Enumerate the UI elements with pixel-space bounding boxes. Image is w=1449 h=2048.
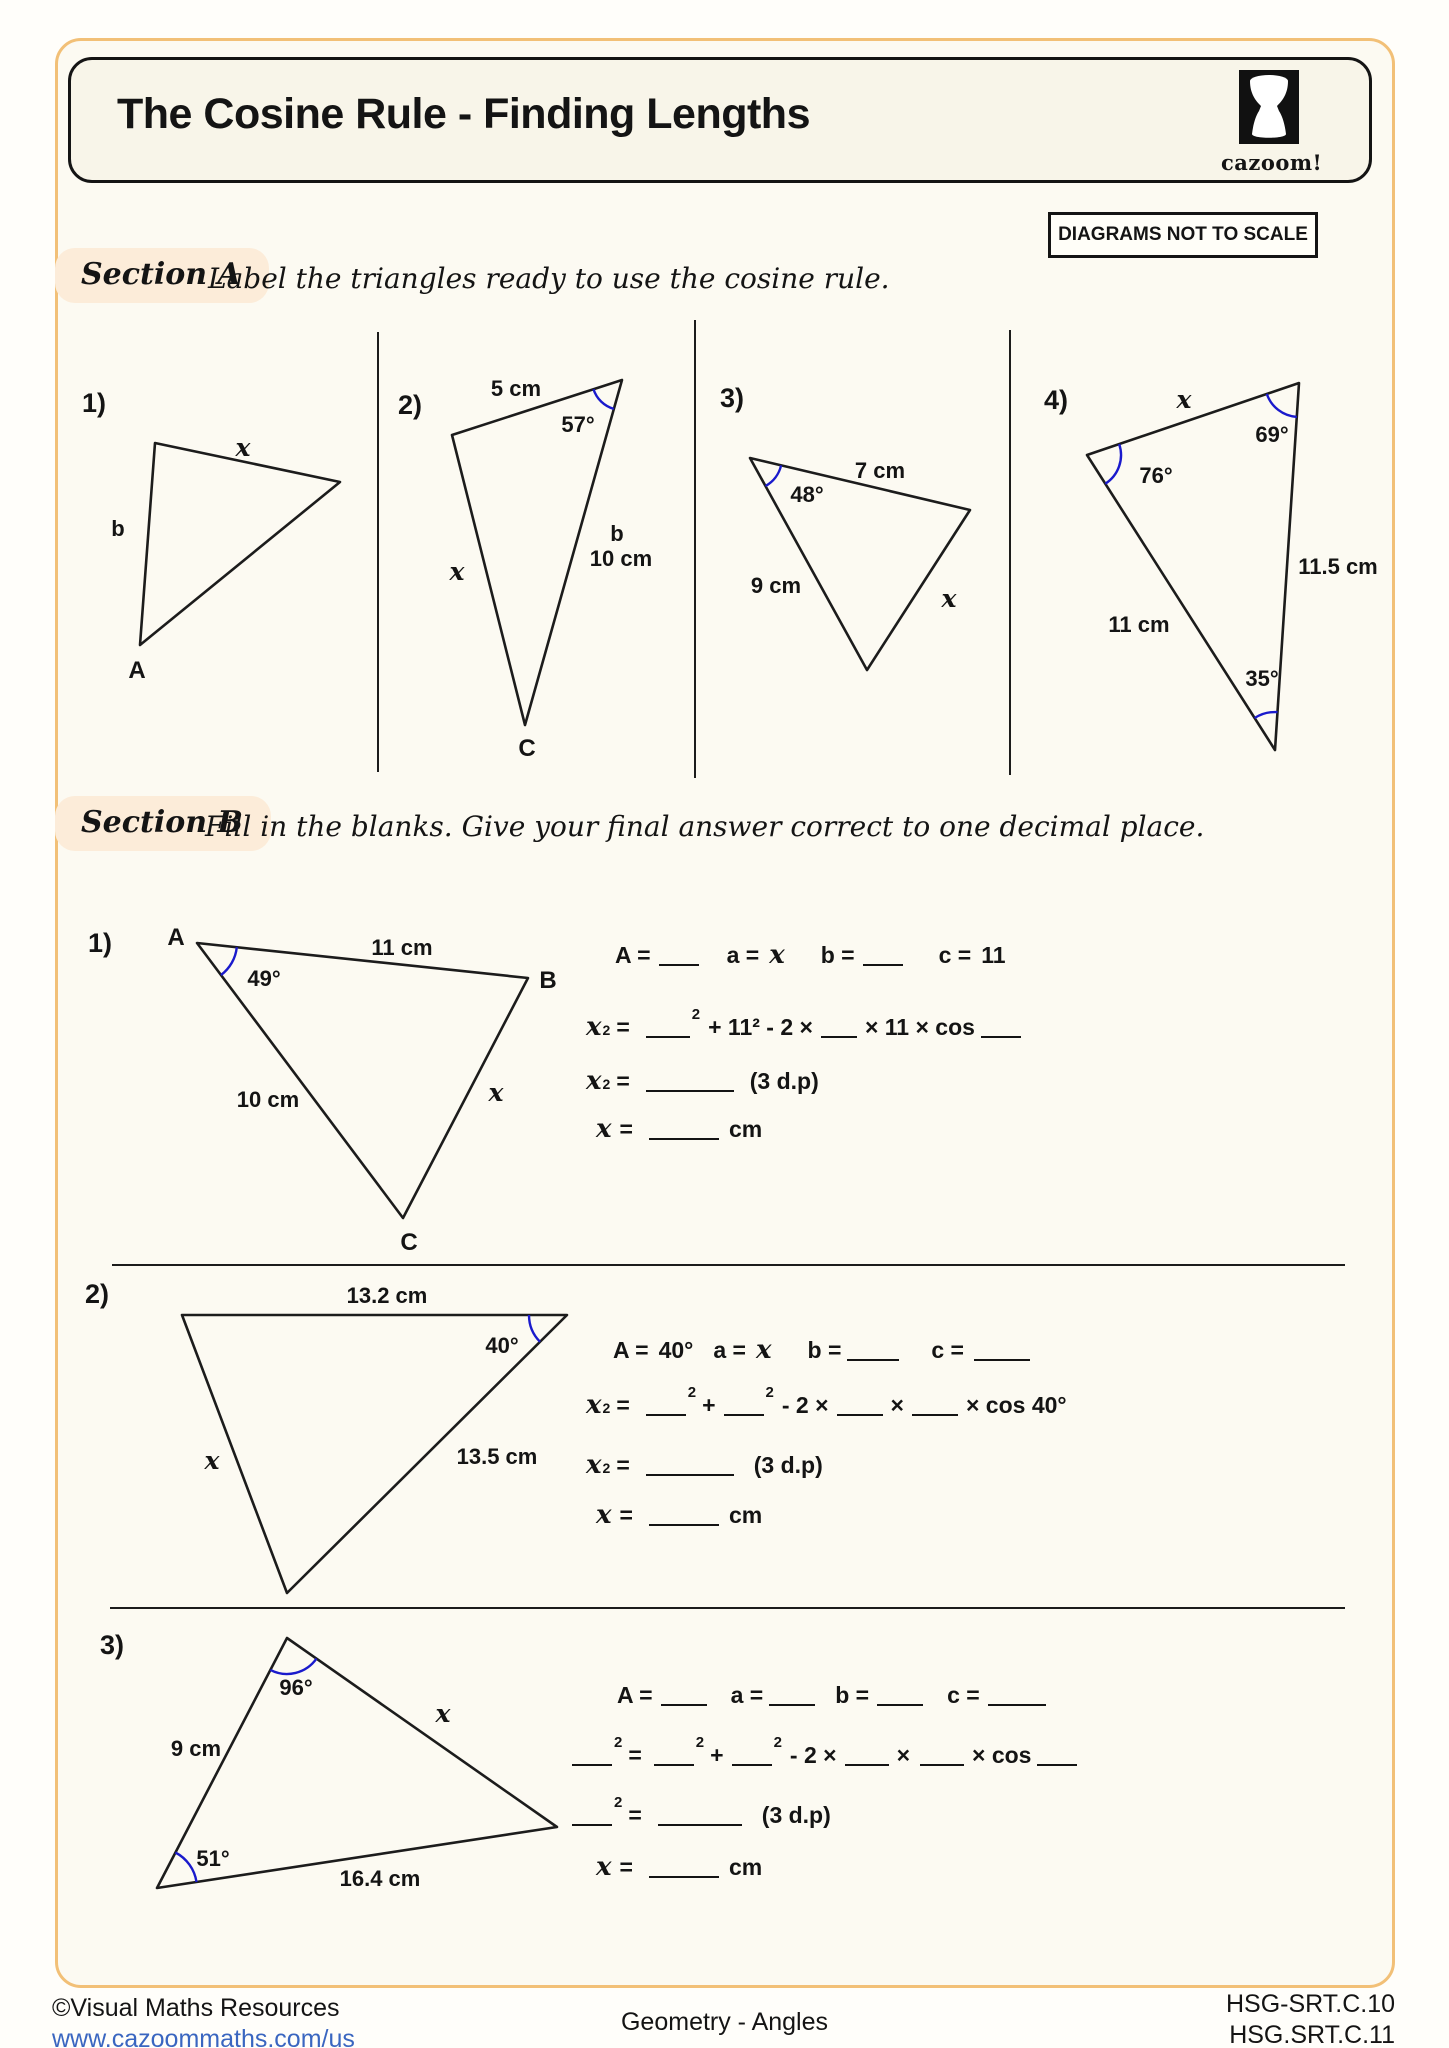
value-a: x <box>769 940 785 970</box>
minus-2x: - 2 × <box>781 1392 829 1418</box>
standard-code-2: HSG.SRT.C.11 <box>1229 2021 1395 2048</box>
side-label-10cm: 10 cm <box>589 546 653 571</box>
side-label-13-5cm: 13.5 cm <box>456 1444 538 1469</box>
side-label-9cm: 9 cm <box>170 1736 222 1761</box>
website-link[interactable]: www.cazoommaths.com/us <box>52 2025 355 2048</box>
answer-blank <box>1037 1746 1077 1766</box>
section-a-label: Section A <box>55 248 269 303</box>
angle-label-96: 96° <box>279 1675 313 1700</box>
formula-tail: × 11 × cos <box>864 1014 975 1040</box>
copyright-text: ©Visual Maths Resources <box>52 1994 340 2022</box>
p3-answer-row <box>596 1852 762 1882</box>
unit: cm <box>728 1854 763 1880</box>
answer-blank <box>646 1456 734 1476</box>
answer-blank <box>661 1686 707 1706</box>
side-label-b: b <box>111 516 125 541</box>
vertex-label-A: A <box>128 657 146 684</box>
value-A: 40° <box>658 1337 694 1363</box>
side-label-5cm: 5 cm <box>490 376 542 401</box>
answer-blank <box>920 1746 964 1766</box>
angle-label-76: 76° <box>1139 463 1173 488</box>
side-label-x: x <box>449 557 465 586</box>
equals: = <box>616 1014 630 1040</box>
side-label-10cm: 10 cm <box>236 1087 300 1112</box>
drum-icon <box>1239 70 1299 144</box>
answer-blank <box>988 1686 1046 1706</box>
answer-blank <box>646 1018 690 1038</box>
worksheet-header <box>68 57 1372 183</box>
label-a: a = <box>730 1682 764 1708</box>
brand-name: cazoom! <box>1221 150 1323 175</box>
label-A: A = <box>613 1337 649 1363</box>
angle-label-35: 35° <box>1245 666 1279 691</box>
value-c: 11 <box>981 942 1006 968</box>
label-b: b = <box>820 942 855 968</box>
side-label-9cm: 9 cm <box>750 573 802 598</box>
side-label-x: x <box>435 1699 451 1728</box>
p2-answer-row <box>596 1500 762 1530</box>
item-number: 2) <box>85 1279 110 1309</box>
answer-blank <box>658 1806 742 1826</box>
side-label-x: x <box>204 1446 220 1475</box>
dp-note: (3 d.p) <box>749 1068 819 1094</box>
p3-cosine-formula-row: $^2$ = $^2$ + $^2$ - 2 × × × cos <box>572 1742 1077 1769</box>
answer-blank <box>821 1018 857 1038</box>
x-term: x <box>586 1066 602 1096</box>
item-number: 3) <box>720 383 745 413</box>
answer-blank <box>863 946 903 966</box>
label-a: a = <box>713 1337 746 1363</box>
section-b-label: Section B <box>55 796 271 851</box>
section-a-instruction: Label the triangles ready to use the cosine rule. <box>208 262 890 295</box>
answer-blank <box>724 1396 764 1416</box>
topic-label: Geometry - Angles <box>620 2008 829 2036</box>
p3-x-squared-row: $^2$ = (3 d.p) <box>572 1802 831 1829</box>
x-term: x <box>586 1450 602 1480</box>
vertex-label-A: A <box>167 924 185 951</box>
label-c: c = <box>931 1337 964 1363</box>
angle-label-69: 69° <box>1255 422 1289 447</box>
unit: cm <box>728 1502 763 1528</box>
unit: cm <box>728 1116 763 1142</box>
answer-blank <box>845 1746 889 1766</box>
dp-note: (3 d.p) <box>753 1452 823 1478</box>
angle-label-48: 48° <box>790 482 824 507</box>
equals: = <box>616 1452 630 1478</box>
answer-blank <box>877 1686 923 1706</box>
label-c: c = <box>947 1682 980 1708</box>
answer-blank <box>646 1396 686 1416</box>
value-a: x <box>755 1335 772 1365</box>
label-b: b = <box>807 1337 842 1363</box>
x-term: x <box>596 1114 612 1144</box>
item-number: 4) <box>1044 385 1069 415</box>
item-number: 1) <box>88 928 113 958</box>
p1-x-squared-row: x 2 = (3 d.p) <box>586 1066 819 1096</box>
answer-blank <box>646 1072 734 1092</box>
plus: + <box>702 1392 716 1418</box>
side-label-11-5cm: 11.5 cm <box>1298 554 1378 579</box>
answer-blank <box>649 1858 719 1878</box>
formula-mid: + 11² - 2 × <box>708 1014 813 1040</box>
answer-blank <box>659 946 699 966</box>
equals: = <box>616 1068 630 1094</box>
side-label-16-4cm: 16.4 cm <box>339 1866 421 1891</box>
answer-blank <box>732 1746 772 1766</box>
label-c: c = <box>938 942 972 968</box>
vertex-label-C: C <box>518 735 536 762</box>
minus-2x: - 2 × <box>789 1742 837 1768</box>
equals: = <box>628 1742 642 1768</box>
p2-variables-row <box>613 1335 1030 1365</box>
answer-blank <box>847 1341 899 1361</box>
cos: × cos <box>972 1742 1032 1768</box>
page-title: The Cosine Rule - Finding Lengths <box>117 90 810 138</box>
p2-cosine-formula-row: x 2 = $^2$ + $^2$ - 2 × × × cos 40° <box>586 1384 1067 1420</box>
side-label-x: x <box>941 584 957 613</box>
answer-blank <box>572 1746 612 1766</box>
side-label-x: x <box>488 1078 504 1107</box>
p3-variables-row <box>617 1682 1046 1709</box>
answer-blank <box>837 1396 883 1416</box>
cos-tail: × cos 40° <box>965 1392 1067 1418</box>
x-term: x <box>586 1012 602 1042</box>
standard-code-1: HSG-SRT.C.10 <box>1225 1990 1395 2018</box>
answer-blank <box>649 1506 719 1526</box>
cazoom-logo <box>1221 70 1323 175</box>
label-A: A = <box>617 1682 653 1708</box>
p1-variables-row <box>615 940 1006 970</box>
answer-blank <box>769 1686 815 1706</box>
plus: + <box>710 1742 724 1768</box>
answer-blank <box>912 1396 958 1416</box>
equals: = <box>628 1802 642 1828</box>
answer-blank <box>649 1120 719 1140</box>
equals: = <box>616 1392 630 1418</box>
side-label-11cm: 11 cm <box>1108 612 1170 637</box>
x-term: x <box>596 1852 612 1882</box>
scale-note-box: DIAGRAMS NOT TO SCALE <box>1048 212 1318 258</box>
x-term: x <box>586 1390 602 1420</box>
angle-label-40: 40° <box>485 1333 519 1358</box>
p1-cosine-formula-row: x 2 = $^2$ + 11² - 2 × × 11 × cos <box>586 1012 1021 1042</box>
p2-x-squared-row: x 2 = (3 d.p) <box>586 1450 823 1480</box>
x-term: x <box>596 1500 612 1530</box>
item-number: 1) <box>82 388 107 418</box>
item-number: 2) <box>398 390 423 420</box>
section-b-instruction: Fill in the blanks. Give your final answer correct to one decimal place. <box>205 810 1205 843</box>
side-label-7cm: 7 cm <box>854 458 906 483</box>
side-label-b: b <box>610 521 624 546</box>
equals: = <box>619 1502 633 1528</box>
answer-blank <box>654 1746 694 1766</box>
times: × <box>890 1392 904 1418</box>
side-label-x: x <box>1176 385 1192 414</box>
angle-label-57: 57° <box>561 412 595 437</box>
times: × <box>896 1742 911 1768</box>
answer-blank <box>572 1806 612 1826</box>
answer-blank <box>974 1341 1030 1361</box>
label-A: A = <box>615 942 651 968</box>
angle-label-49: 49° <box>247 966 281 991</box>
equals: = <box>619 1854 633 1880</box>
side-label-11cm: 11 cm <box>371 935 433 960</box>
p1-answer-row <box>596 1114 762 1144</box>
item-number: 3) <box>100 1630 125 1660</box>
answer-blank <box>981 1018 1021 1038</box>
side-label-x: x <box>235 433 251 462</box>
equals: = <box>619 1116 633 1142</box>
label-a: a = <box>726 942 760 968</box>
dp-note: (3 d.p) <box>761 1802 831 1828</box>
vertex-label-C: C <box>400 1229 418 1256</box>
vertex-label-B: B <box>539 967 557 994</box>
angle-label-51: 51° <box>196 1846 230 1871</box>
label-b: b = <box>835 1682 870 1708</box>
side-label-13-2cm: 13.2 cm <box>346 1283 428 1308</box>
